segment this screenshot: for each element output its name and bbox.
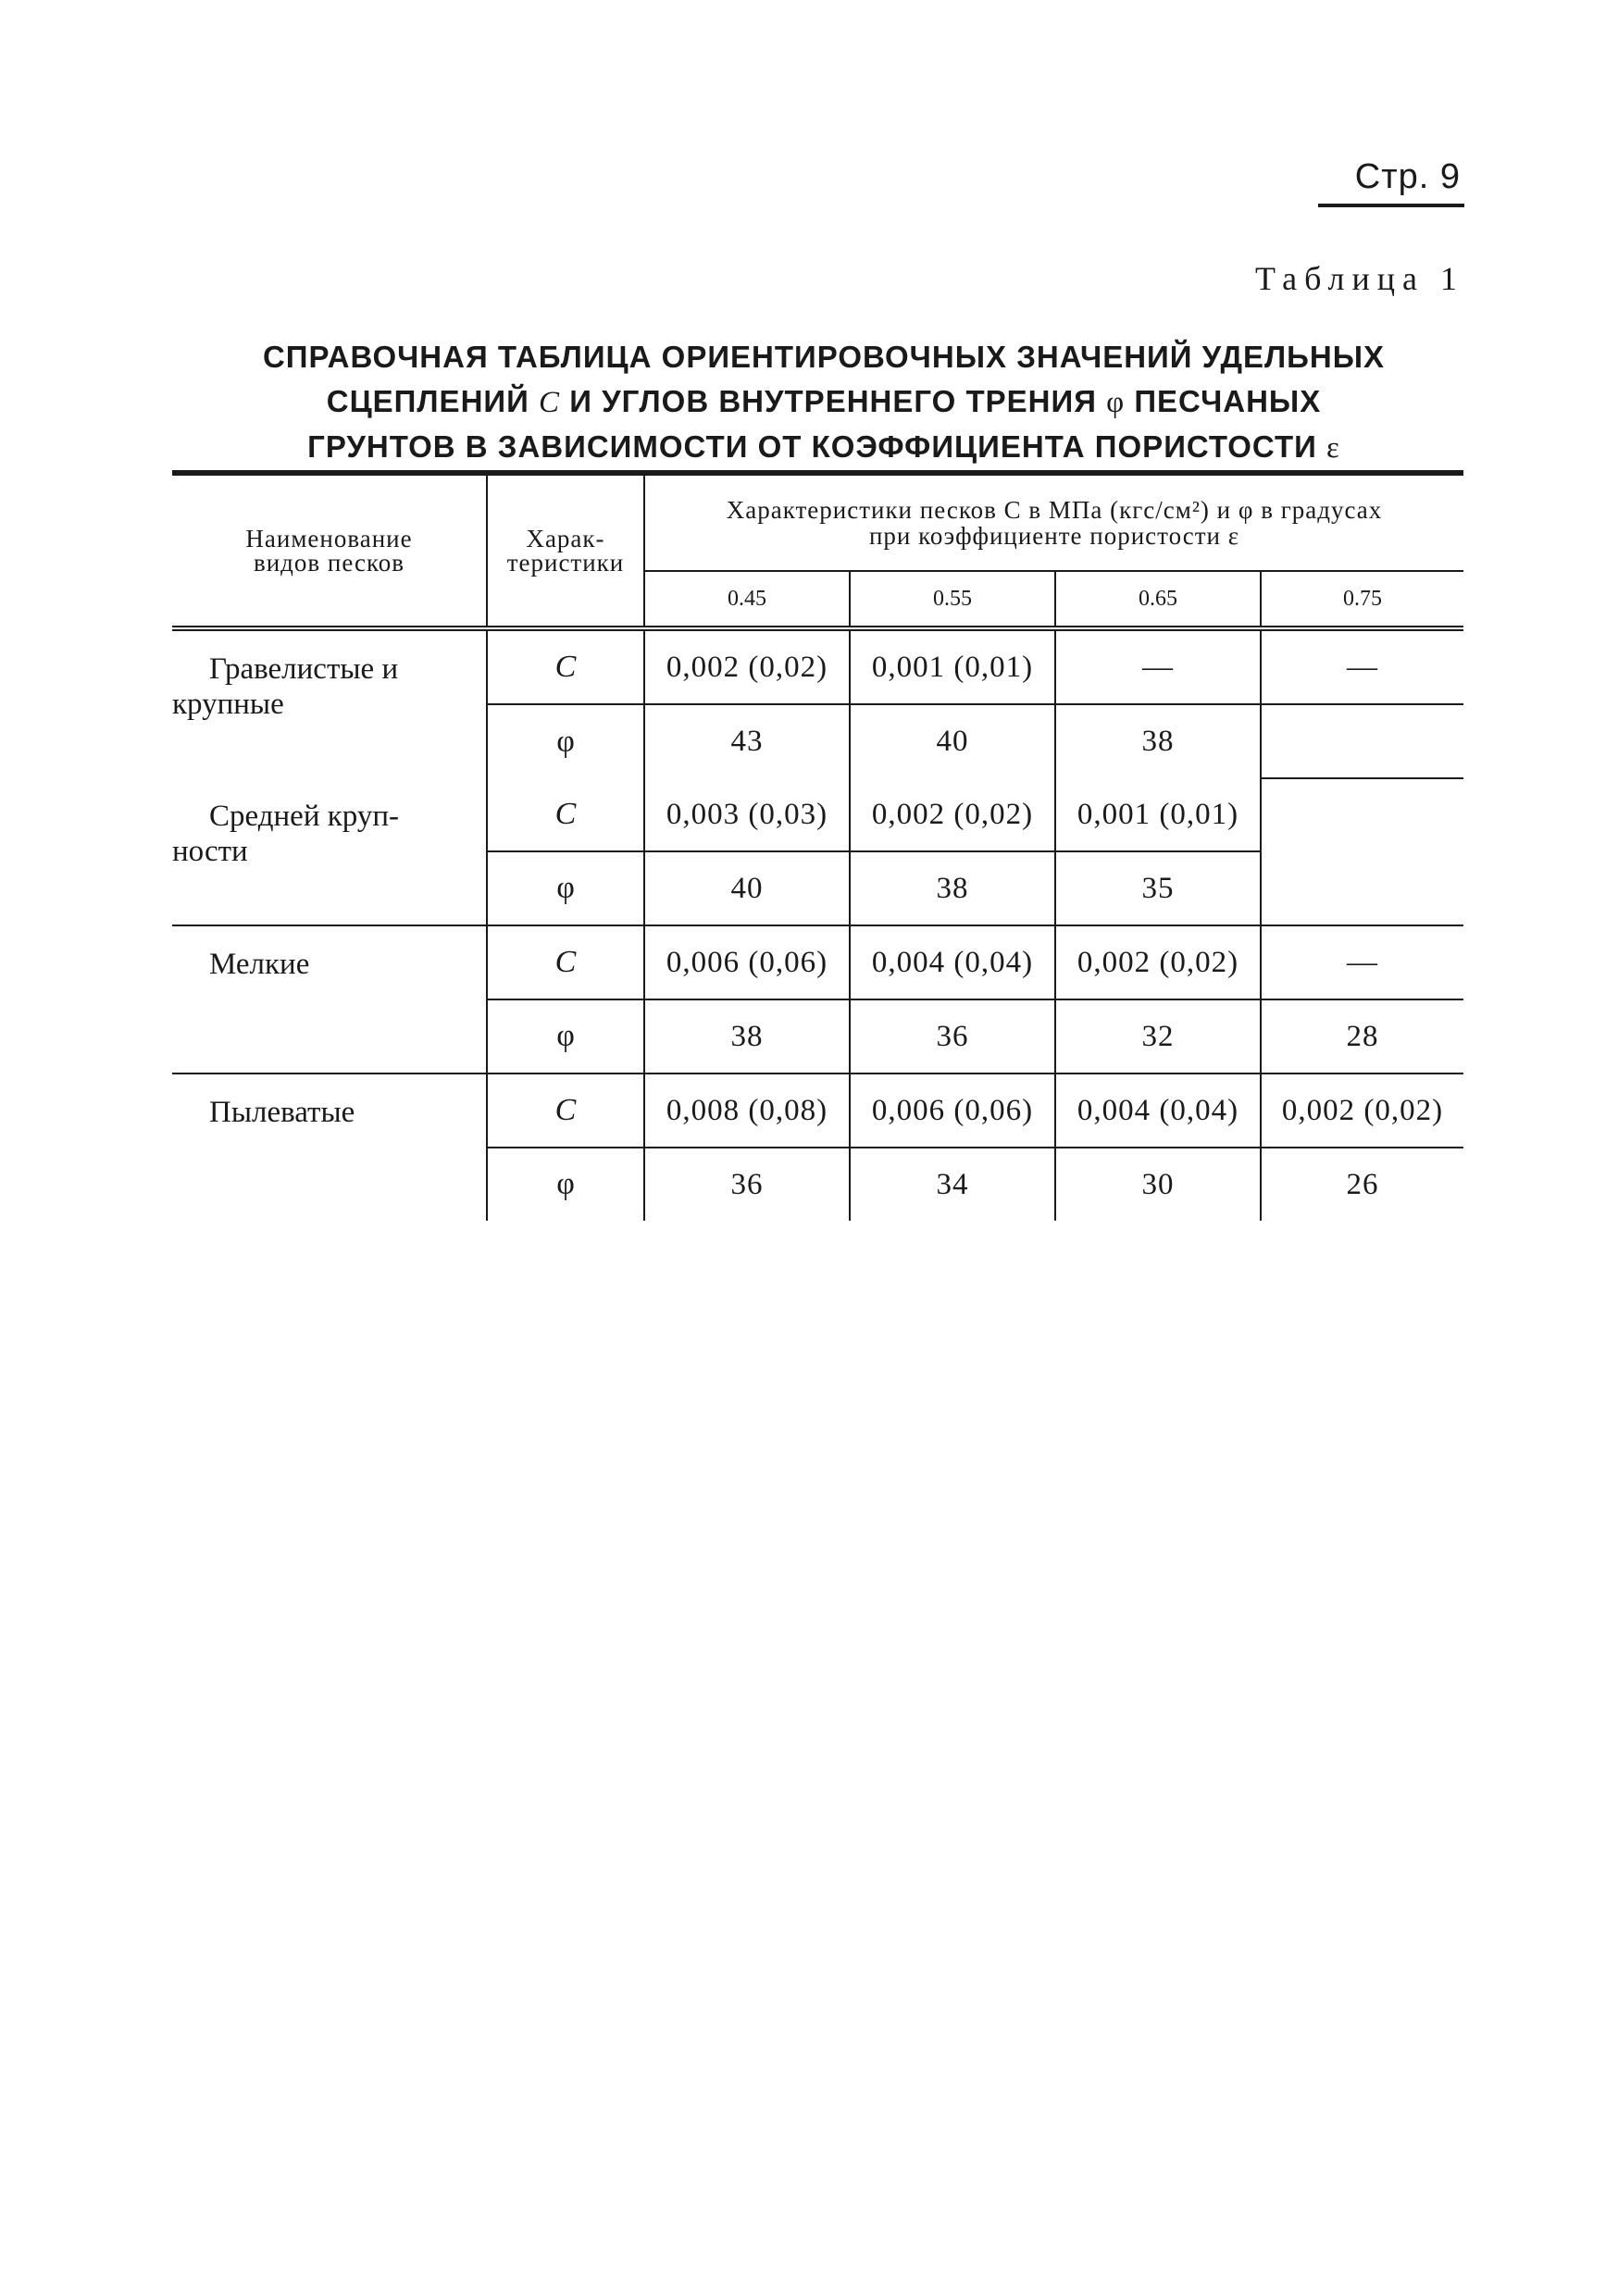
value-cell: 38 [644, 999, 850, 1074]
title-symbol-phi: φ [1106, 386, 1126, 419]
table-row [172, 778, 1463, 851]
char-symbol-c: C [487, 1074, 644, 1148]
sand-type-name-line-2: ности [172, 835, 248, 868]
header-name-line-1: Наименование [245, 525, 413, 552]
title-line-3-part-a: ГРУНТОВ В ЗАВИСИМОСТИ ОТ КОЭФФИЦИЕНТА ПОРИСТОСТИ [307, 429, 1317, 464]
char-symbol-phi: φ [487, 1148, 644, 1221]
header-char-line-1: Харак- [526, 525, 605, 552]
value-cell: 38 [850, 851, 1055, 925]
value-cell: 0,001 (0,01) [1055, 778, 1261, 851]
value-cell: — [1261, 631, 1463, 704]
page-number: Стр. 9 [1354, 157, 1461, 196]
header-characteristic-column [487, 473, 644, 628]
sand-type-name-line-1: Гравелистые и [209, 652, 399, 686]
value-cell [1261, 851, 1463, 925]
value-cell: 0,001 (0,01) [850, 631, 1055, 704]
sand-properties-table [172, 470, 1463, 1221]
sand-type-name [172, 778, 487, 925]
char-symbol-c: C [487, 925, 644, 999]
char-symbol-phi: φ [487, 999, 644, 1074]
char-symbol-c: C [487, 631, 644, 704]
table-row [172, 1074, 1463, 1148]
title-line-2 [176, 379, 1472, 425]
value-cell: 30 [1055, 1148, 1261, 1221]
porosity-1: 0.55 [850, 571, 1055, 628]
porosity-0: 0.45 [644, 571, 850, 628]
header-span-line-1: Характеристики песков C в МПа (кгс/см²) и φ в градусах [726, 496, 1383, 524]
table-title [176, 335, 1472, 470]
title-line-2-part-c: ПЕСЧАНЫХ [1134, 384, 1322, 418]
value-cell: 43 [644, 704, 850, 778]
value-cell: 0,004 (0,04) [850, 925, 1055, 999]
table-row [172, 925, 1463, 999]
title-line-1: СПРАВОЧНАЯ ТАБЛИЦА ОРИЕНТИРОВОЧНЫХ ЗНАЧЕНИЙ УДЕЛЬНЫХ [262, 340, 1386, 374]
value-cell [1261, 778, 1463, 851]
header-span-title [644, 473, 1463, 571]
value-cell: 40 [850, 704, 1055, 778]
char-symbol-c: C [487, 778, 644, 851]
title-line-2-part-b: И УГЛОВ ВНУТРЕННЕГО ТРЕНИЯ [569, 384, 1097, 418]
title-line-3 [176, 425, 1472, 470]
sand-type-name-line-1: Пылеватые [209, 1096, 355, 1129]
page-number-underline [1318, 204, 1464, 207]
title-line-2-part-a: СЦЕПЛЕНИЙ [326, 384, 529, 418]
sand-type-name [172, 1074, 487, 1221]
value-cell: 0,006 (0,06) [850, 1074, 1055, 1148]
char-symbol-phi: φ [487, 704, 644, 778]
value-cell: 0,002 (0,02) [1261, 1074, 1463, 1148]
value-cell: 0,002 (0,02) [1055, 925, 1261, 999]
header-span-line-2: при коэффициенте пористости ε [868, 522, 1240, 550]
porosity-3: 0.75 [1261, 571, 1463, 628]
value-cell: 32 [1055, 999, 1261, 1074]
value-cell: 34 [850, 1148, 1055, 1221]
value-cell: 38 [1055, 704, 1261, 778]
value-cell: 0,002 (0,02) [850, 778, 1055, 851]
table-label: Таблица 1 [1255, 260, 1464, 297]
char-symbol-phi: φ [487, 851, 644, 925]
value-cell: 26 [1261, 1148, 1463, 1221]
porosity-2: 0.65 [1055, 571, 1261, 628]
header-name-column [172, 473, 487, 628]
value-cell: 0,003 (0,03) [644, 778, 850, 851]
sand-type-name-line-1: Средней круп- [209, 800, 399, 833]
header-row-1 [172, 473, 1463, 571]
value-cell: 40 [644, 851, 850, 925]
header-char-line-2: теристики [506, 549, 625, 577]
value-cell: 28 [1261, 999, 1463, 1074]
title-symbol-c: C [539, 386, 561, 419]
title-symbol-epsilon: ε [1326, 431, 1340, 465]
value-cell: 0,008 (0,08) [644, 1074, 850, 1148]
value-cell: — [1055, 631, 1261, 704]
header-name-line-2: видов песков [253, 549, 405, 577]
value-cell [1261, 704, 1463, 778]
value-cell: 36 [644, 1148, 850, 1221]
value-cell: 36 [850, 999, 1055, 1074]
sand-type-name-line-2: крупные [172, 688, 284, 721]
sand-type-name [172, 631, 487, 778]
value-cell: 0,004 (0,04) [1055, 1074, 1261, 1148]
value-cell: 0,006 (0,06) [644, 925, 850, 999]
sand-type-name [172, 925, 487, 1074]
value-cell: 0,002 (0,02) [644, 631, 850, 704]
table-row [172, 631, 1463, 704]
sand-type-name-line-1: Мелкие [209, 948, 310, 981]
value-cell: 35 [1055, 851, 1261, 925]
value-cell: — [1261, 925, 1463, 999]
